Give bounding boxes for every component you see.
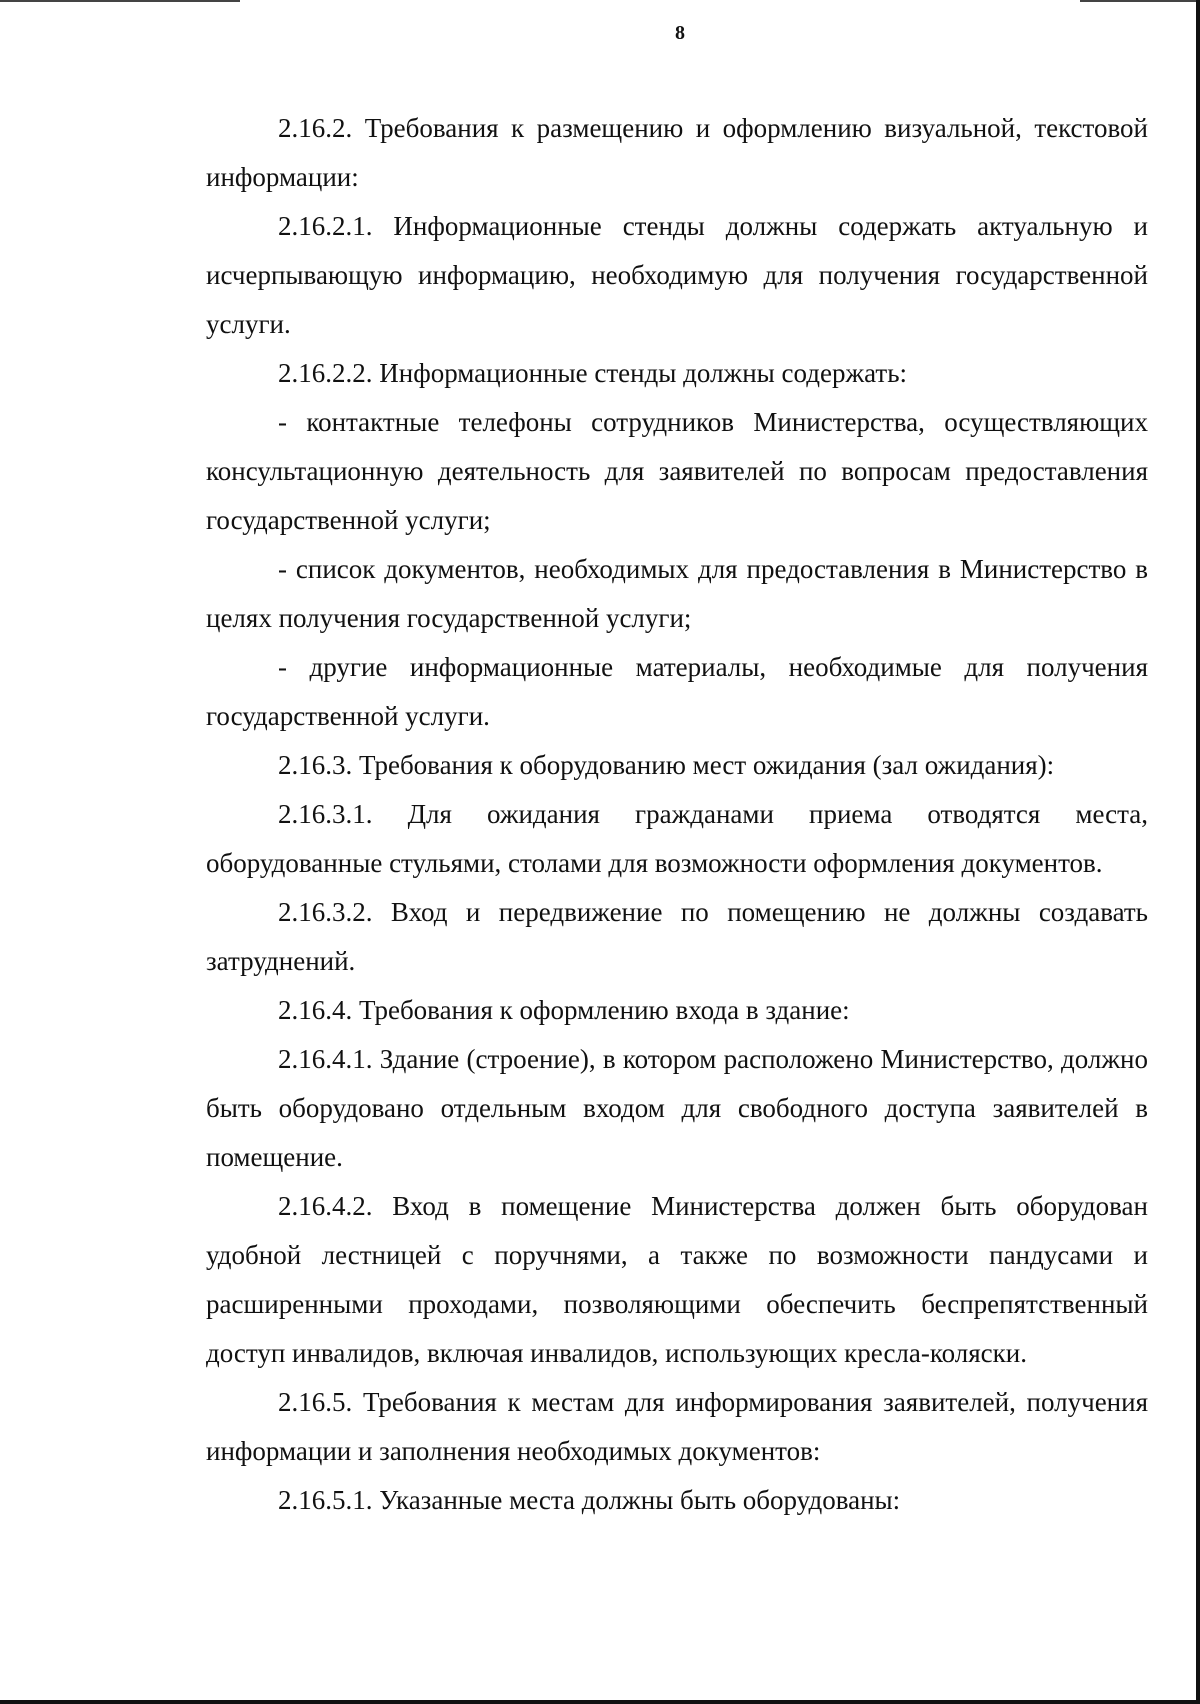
- paragraph-2-16-3-2: 2.16.3.2. Вход и передвижение по помещению не должны создавать затруднений.: [206, 897, 1148, 976]
- scan-edge-top-left: [0, 0, 240, 2]
- paragraph-2-16-2: 2.16.2. Требования к размещению и оформлению визуальной, текстовой информации:: [206, 113, 1148, 192]
- list-item-contact-phones: - контактные телефоны сотрудников Министерства, осуществляющих консультационную деятельность для заявителей по вопросам предоставления государственной услуги;: [206, 407, 1148, 535]
- paragraph-2-16-5-1: 2.16.5.1. Указанные места должны быть оборудованы:: [278, 1485, 901, 1515]
- paragraph-2-16-4-2: 2.16.4.2. Вход в помещение Министерства должен быть оборудован удобной лестницей с поручнями, а также по возможности пандусами и расширенными проходами, позволяющими обеспечить беспрепятственный доступ инвалидов, включая инвалидов, использующих кресла-коляски.: [206, 1191, 1148, 1368]
- page-number: 8: [675, 22, 685, 44]
- paragraph-2-16-4: 2.16.4. Требования к оформлению входа в здание:: [278, 995, 850, 1025]
- list-item-documents-list: - список документов, необходимых для предоставления в Министерство в целях получения государственной услуги;: [206, 554, 1148, 633]
- list-item-other-materials: - другие информационные материалы, необходимые для получения государственной услуги.: [206, 652, 1148, 731]
- paragraph-2-16-5: 2.16.5. Требования к местам для информирования заявителей, получения информации и заполнения необходимых документов:: [206, 1387, 1148, 1466]
- scan-edge-bottom: [0, 1700, 1200, 1704]
- paragraph-2-16-4-1: 2.16.4.1. Здание (строение), в котором расположено Министерство, должно быть оборудовано отдельным входом для свободного доступа заявителей в помещение.: [206, 1044, 1148, 1172]
- paragraph-2-16-2-1: 2.16.2.1. Информационные стенды должны содержать актуальную и исчерпывающую информацию, необходимую для получения государственной услуги.: [206, 211, 1148, 339]
- scan-edge-top-right: [1080, 0, 1200, 2]
- paragraph-2-16-3: 2.16.3. Требования к оборудованию мест ожидания (зал ожидания):: [278, 750, 1055, 780]
- document-body: [206, 104, 1148, 1525]
- scan-edge-right: [1196, 0, 1200, 1704]
- paragraph-2-16-2-2: 2.16.2.2. Информационные стенды должны содержать:: [278, 358, 908, 388]
- paragraph-2-16-3-1: 2.16.3.1. Для ожидания гражданами приема отводятся места, оборудованные стульями, столами для возможности оформления документов.: [206, 799, 1148, 878]
